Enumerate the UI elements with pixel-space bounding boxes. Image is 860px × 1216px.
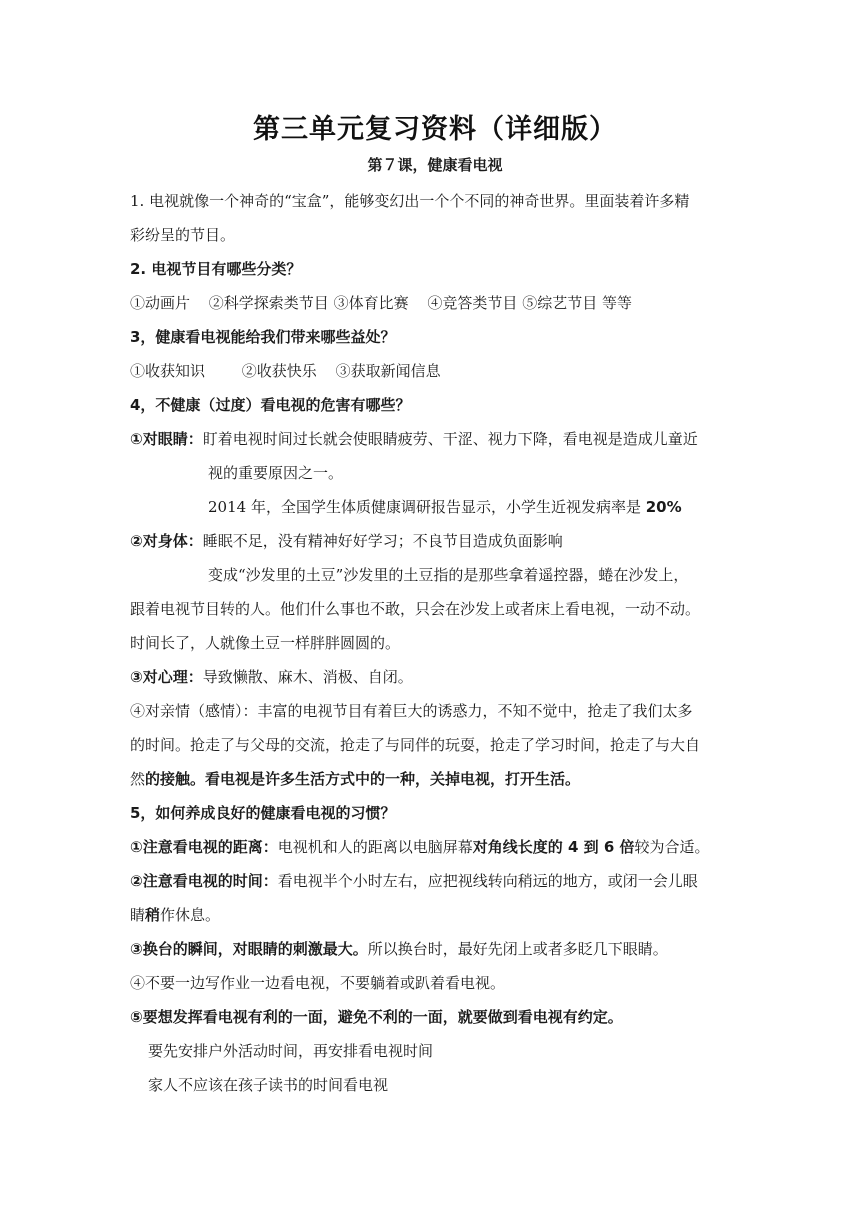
habit-5-sub-2: 家人不应该在孩子读书的时间看电视 <box>148 1076 389 1094</box>
lesson-heading: 第７课，健康看电视 <box>367 156 503 174</box>
habit-3-bold: ③换台的瞬间，对眼睛的刺激最大。 <box>130 940 368 958</box>
question-4: 4，不健康（过度）看电视的危害有哪些？ <box>130 396 411 414</box>
category-item: ②科学探索类节目 <box>208 294 329 312</box>
eye-stat-value: 20% <box>645 498 682 516</box>
question-3: 3，健康看电视能给我们带来哪些益处？ <box>130 328 396 346</box>
habit-1-label: ①注意看电视的距离： <box>130 838 278 856</box>
categories-line <box>130 286 740 320</box>
habit-2-line-2 <box>130 898 740 932</box>
eye-harm-label: ①对眼睛： <box>130 430 203 448</box>
habit-2-line <box>130 864 740 898</box>
category-item: ④竞答类节目 <box>427 294 518 312</box>
mind-harm-line <box>130 660 740 694</box>
habit-1-bold: 对角线长度的 4 到 6 倍 <box>472 838 635 856</box>
body-harm-label: ②对身体： <box>130 532 203 550</box>
family-harm-text-bold: 的接触。看电视是许多生活方式中的一种，关掉电视，打开生活。 <box>145 770 581 788</box>
habit-1-tail: 较为合适。 <box>634 838 710 856</box>
eye-harm-text: 盯着电视时间过长就会使眼睛疲劳、干涩、视力下降，看电视是造成儿童近 <box>202 430 698 448</box>
habit-5-line: ⑤要想发挥看电视有利的一面，避免不利的一面，就要做到看电视有约定。 <box>130 1008 623 1026</box>
paragraph-1 <box>130 184 740 218</box>
family-harm-line: ④对亲情（感情）：丰富的电视节目有着巨大的诱惑力，不知不觉中，抢走了我们太多 <box>130 702 693 720</box>
habit-1-line <box>130 830 740 864</box>
category-item: ③体育比赛 <box>333 294 409 312</box>
paragraph-1b <box>130 218 740 252</box>
body-harm-line-4: 时间长了，人就像土豆一样胖胖圆圆的。 <box>130 634 401 652</box>
benefit-item: ②收获快乐 <box>241 362 317 380</box>
family-harm-text-plain: 然 <box>130 770 146 788</box>
body-harm-line <box>130 524 740 558</box>
habit-2-label: ②注意看电视的时间： <box>130 872 278 890</box>
eye-stat-line <box>130 490 740 524</box>
benefit-item: ③获取新闻信息 <box>335 362 441 380</box>
paragraph-1-line-2: 彩纷呈的节目。 <box>130 226 236 244</box>
benefits-line <box>130 354 740 388</box>
question-2: 2. 电视节目有哪些分类？ <box>130 260 302 278</box>
question-5: 5，如何养成良好的健康看电视的习惯？ <box>130 804 396 822</box>
benefit-item: ①收获知识 <box>130 362 206 380</box>
habit-3-text: 所以换台时，最好先闭上或者多眨几下眼睛。 <box>367 940 668 958</box>
habit-2-text: 看电视半个小时左右，应把视线转向稍远的地方，或闭一会儿眼 <box>277 872 698 890</box>
habit-5-sub-1: 要先安排户外活动时间，再安排看电视时间 <box>148 1042 434 1060</box>
habit-3-line <box>130 932 740 966</box>
habit-2-text-b: 稍 <box>145 906 161 924</box>
page-title: 第三单元复习资料（详细版） <box>253 114 617 145</box>
eye-stat-text: 2014 年，全国学生体质健康调研报告显示，小学生近视发病率是 <box>208 498 641 516</box>
body-harm-line-2: 变成“沙发里的土豆”沙发里的土豆指的是那些拿着遥控器，蜷在沙发上， <box>208 566 689 584</box>
habit-2-text-a: 睛 <box>130 906 146 924</box>
category-item: ⑤综艺节目 <box>522 294 598 312</box>
habit-4-line: ④不要一边写作业一边看电视，不要躺着或趴着看电视。 <box>130 974 506 992</box>
habit-2-text-c: 作休息。 <box>160 906 221 924</box>
eye-harm-line-2: 视的重要原因之一。 <box>208 464 344 482</box>
category-item: ①动画片 <box>130 294 191 312</box>
eye-harm-line <box>130 422 740 456</box>
mind-harm-label: ③对心理： <box>130 668 203 686</box>
family-harm-line-3 <box>130 762 740 796</box>
paragraph-1-line-1: 1. 电视就像一个神奇的“宝盒”，能够变幻出一个个不同的神奇世界。里面装着许多精 <box>130 192 690 210</box>
family-harm-line-2: 的时间。抢走了与父母的交流，抢走了与同伴的玩耍，抢走了学习时间，抢走了与大自 <box>130 736 701 754</box>
habit-1-text: 电视机和人的距离以电脑屏幕 <box>277 838 473 856</box>
mind-harm-text: 导致懒散、麻木、消极、自闭。 <box>202 668 413 686</box>
body-harm-text: 睡眠不足，没有精神好好学习；不良节目造成负面影响 <box>202 532 563 550</box>
body-harm-line-3: 跟着电视节目转的人。他们什么事也不敢，只会在沙发上或者床上看电视，一动不动。 <box>130 600 701 618</box>
category-item: 等等 <box>601 294 632 312</box>
